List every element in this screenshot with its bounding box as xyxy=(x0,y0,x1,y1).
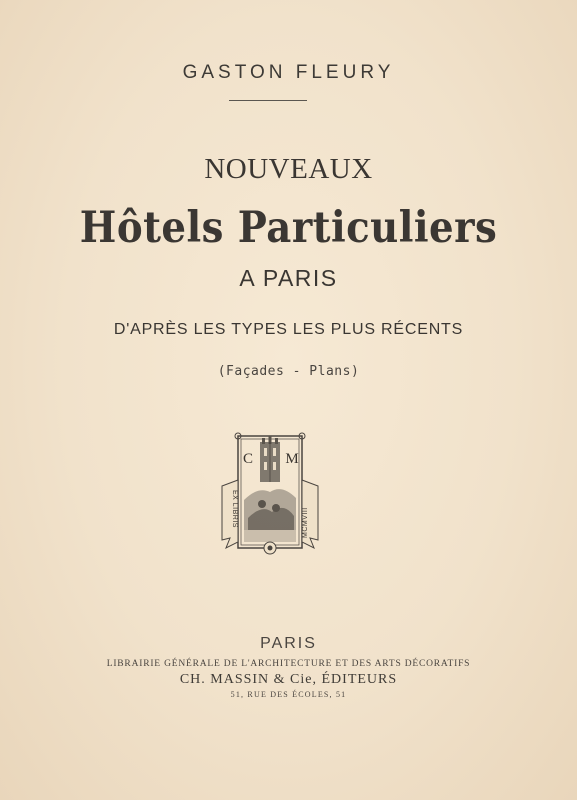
author-divider xyxy=(229,100,307,101)
ex-libris-emblem xyxy=(218,430,322,560)
svg-text:MCMVIII: MCMVIII xyxy=(302,507,309,538)
title-line-1: NOUVEAUX xyxy=(204,153,373,185)
monogram-left: C xyxy=(242,451,254,467)
title-line-3: A PARIS xyxy=(239,265,338,291)
monogram-right: M xyxy=(285,451,299,467)
content-note: (Façades - Plans) xyxy=(217,364,360,379)
banner-right xyxy=(302,480,318,548)
imprint-publisher: CH. MASSIN & Cie, ÉDITEURS xyxy=(179,672,398,687)
imprint-city: PARIS xyxy=(260,635,317,652)
imprint-library: LIBRAIRIE GÉNÉRALE DE L'ARCHITECTURE ET DES ARTS DÉCORATIFS xyxy=(106,659,471,669)
main-title: Hôtels Particuliers xyxy=(79,203,498,253)
svg-text:EX LIBRIS: EX LIBRIS xyxy=(231,490,238,528)
tower-icon xyxy=(260,436,280,482)
scene-illustration xyxy=(244,489,296,542)
imprint-address: 51, RUE DES ÉCOLES, 51 xyxy=(230,690,347,699)
subtitle: D'APRÈS LES TYPES LES PLUS RÉCENTS xyxy=(113,321,464,338)
author-name: GASTON FLEURY xyxy=(182,62,395,83)
banner-left xyxy=(222,480,238,548)
